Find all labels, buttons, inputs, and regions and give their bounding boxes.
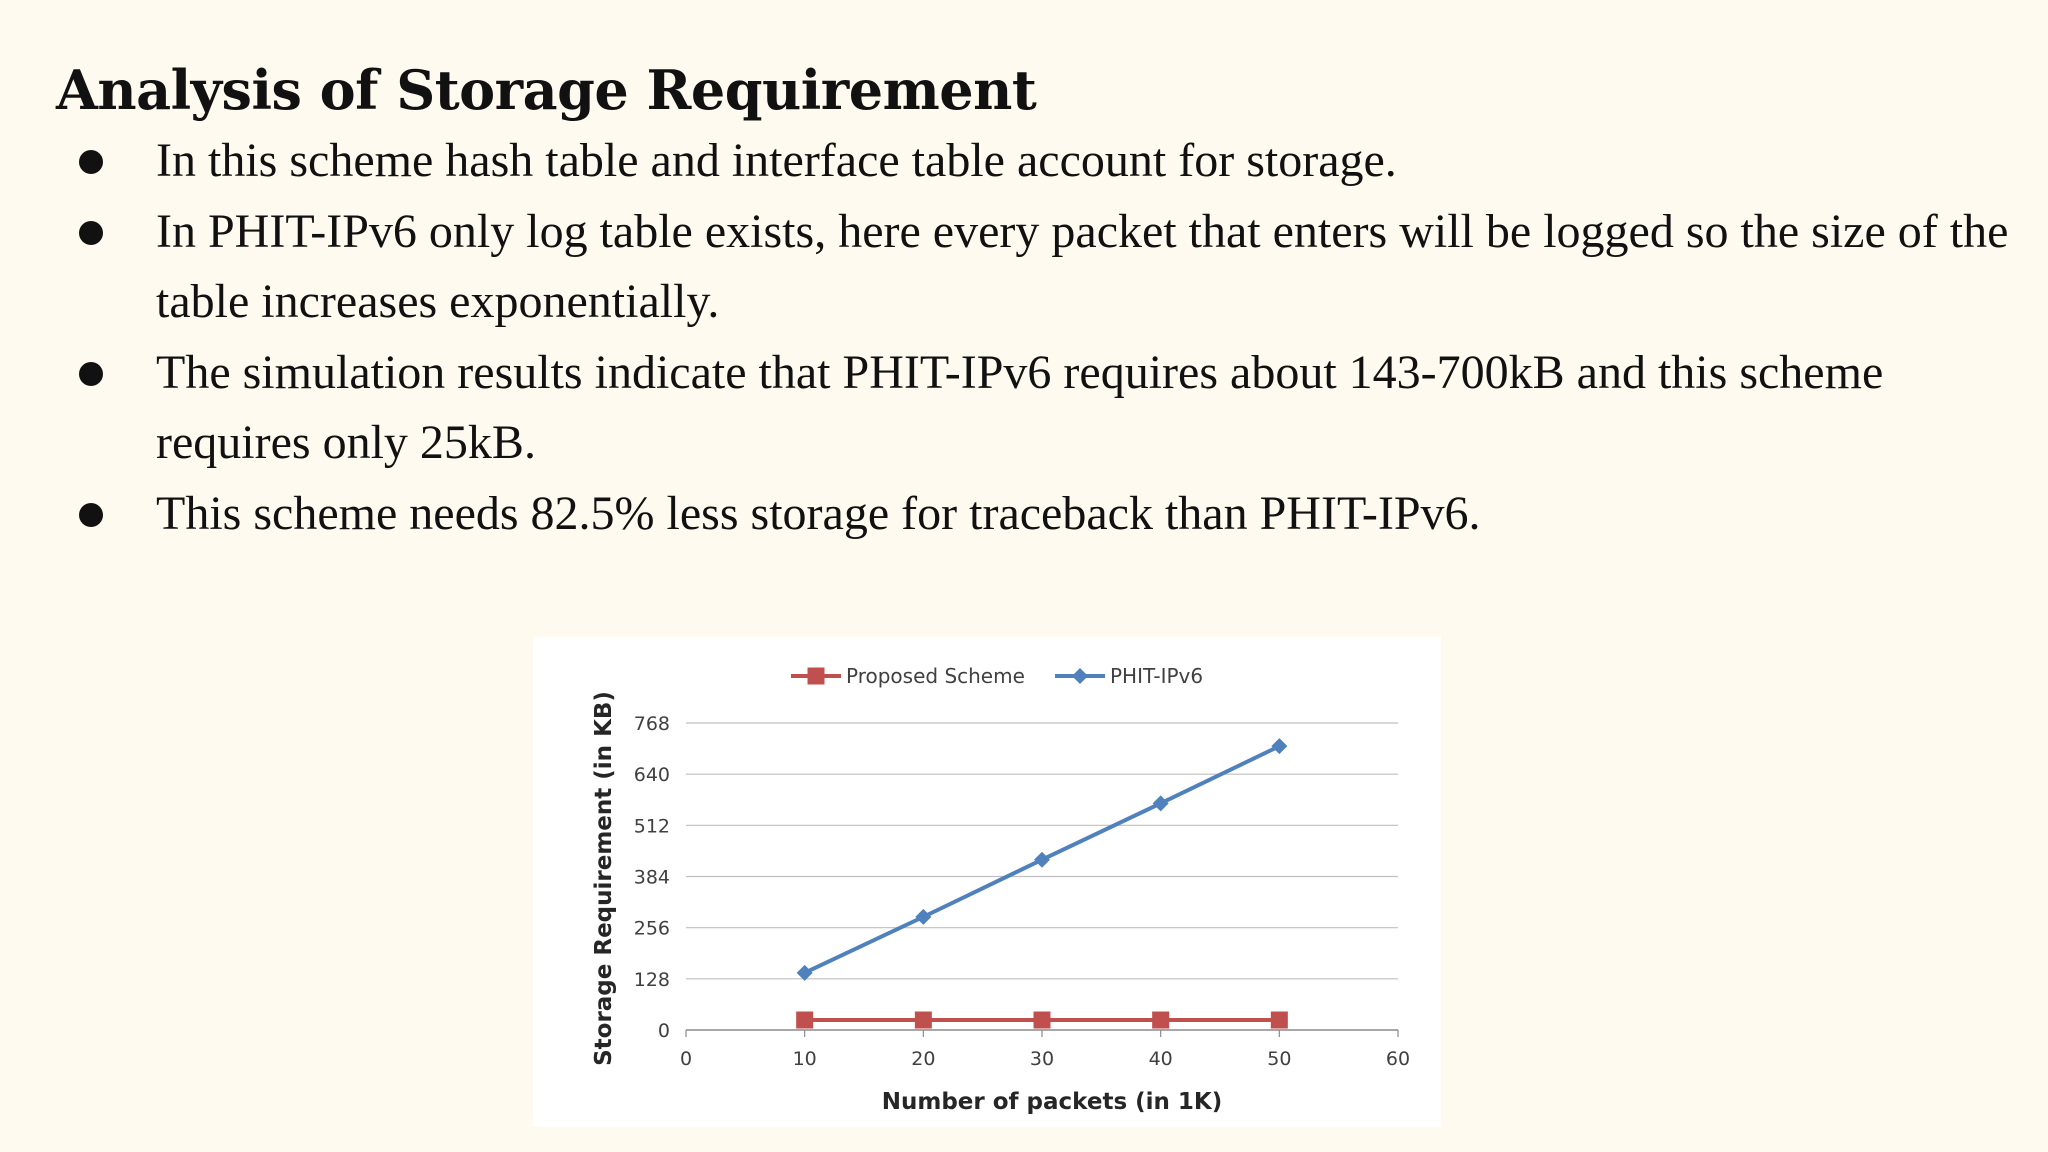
legend-marker [1072,668,1088,684]
x-tick-label: 20 [911,1048,936,1070]
y-tick-label: 384 [633,866,670,889]
bullet-dot-icon [79,362,103,386]
data-point [1271,1012,1288,1029]
data-point [1034,852,1050,868]
chart-axes [591,691,1410,1115]
legend-label: Proposed Scheme [846,664,1025,688]
bullet-text: This scheme needs 82.5% less storage for traceback than PHIT-IPv6. [156,486,1481,540]
bullet-item [0,479,2048,550]
x-tick-label: 60 [1385,1048,1411,1070]
x-tick-label: 50 [1267,1048,1292,1070]
bullet-list [0,126,2048,549]
bullet-text: In PHIT-IPv6 only log table exists, here every packet that enters will be logged so the size of the table increases exponentially. [156,204,2009,328]
y-tick-label: 640 [633,764,670,787]
data-point [1153,795,1169,811]
x-tick-label: 40 [1148,1048,1173,1070]
chart-canvas [533,637,1441,1127]
bullet-text: In this scheme hash table and interface table account for storage. [156,134,1397,187]
bullet-item [0,197,2048,338]
legend-marker [808,668,825,685]
y-tick-label: 512 [633,815,670,838]
slide-title: Analysis of Storage Requirement [56,58,1037,122]
data-point [796,1012,813,1029]
x-axis-title: Number of packets (in 1K) [881,1089,1223,1115]
storage-chart [533,637,1441,1127]
bullet-dot-icon [79,221,103,245]
legend-label: PHIT-IPv6 [1110,664,1204,688]
bullet-dot-icon [79,503,103,527]
bullet-item [0,338,2048,479]
chart-series [796,738,1288,1028]
x-tick-label: 0 [679,1048,693,1070]
data-point [915,909,931,925]
chart-gridlines [686,723,1398,979]
bullet-dot-icon [79,150,103,174]
y-tick-label: 768 [633,713,670,735]
data-point [1152,1012,1169,1029]
y-tick-label: 256 [633,917,670,940]
bullet-item [0,126,2048,197]
data-point [1271,738,1287,754]
y-tick-label: 0 [657,1020,670,1042]
data-point [1034,1012,1051,1029]
data-point [915,1012,932,1029]
x-tick-label: 30 [1029,1048,1055,1070]
x-tick-label: 10 [792,1048,817,1070]
bullet-text: The simulation results indicate that PHIT-IPv6 requires about 143-700kB and this scheme requires only 25kB. [156,345,1884,469]
y-axis-title: Storage Requirement (in KB) [591,691,617,1066]
chart-legend [791,664,1203,688]
y-tick-label: 128 [633,968,670,991]
